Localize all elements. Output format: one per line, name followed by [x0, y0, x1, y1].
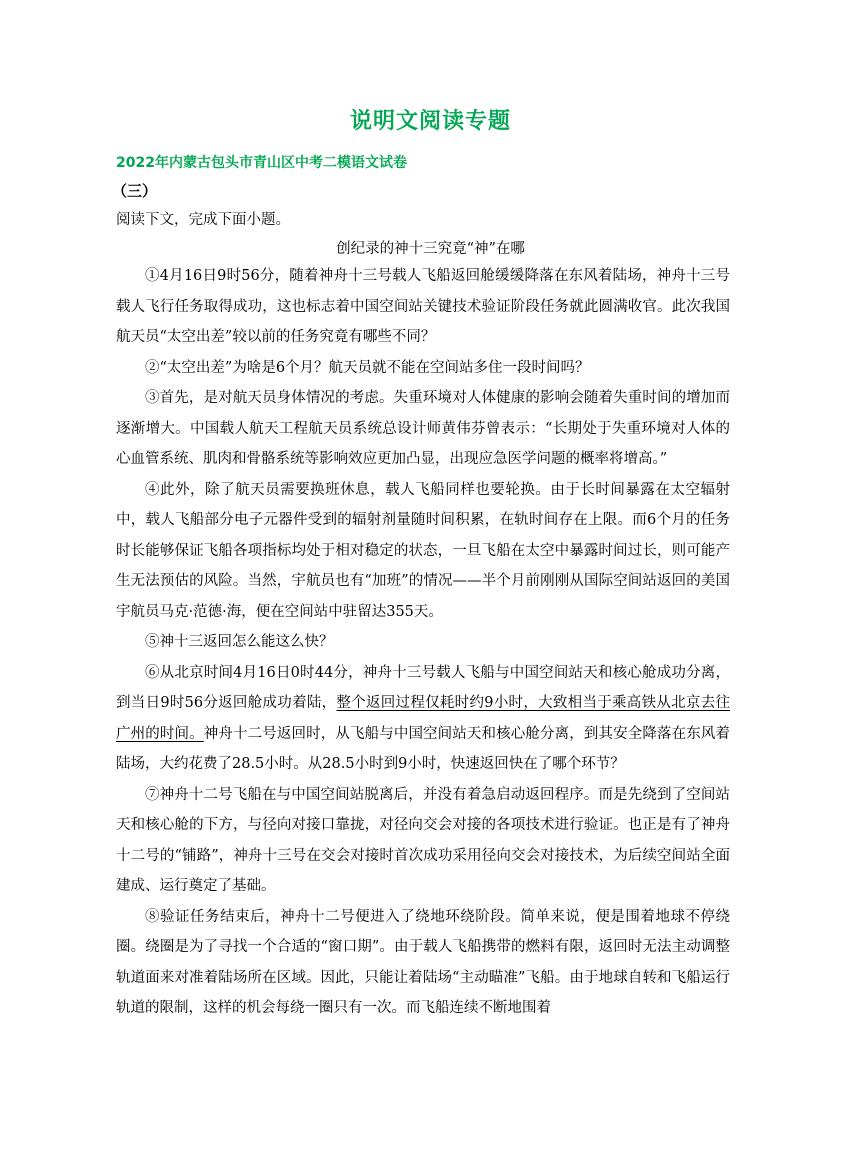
paragraph-4: ④此外，除了航天员需要换班休息，载人飞船同样也要轮换。由于长时间暴露在太空辐射中，载人飞船部分电子元器件受到的辐射剂量随时间积累，在轨时间存在上限。而6个月的任务时长能够保证飞船各项指标均处于相对稳定的状态，一旦飞船在太空中暴露时间过长，则可能产生无法预估的风险。当然，宇航员也有“加班”的情况——半个月前刚刚从国际空间站返回的美国宇航员马克·范德·海，便在空间站中驻留达355天。: [116, 481, 730, 620]
reading-instruction: 阅读下文，完成下面小题。: [116, 212, 290, 228]
paragraph-3: ③首先，是对航天员身体情况的考虑。失重环境对人体健康的影响会随着失重时间的增加而逐渐增大。中国载人航天工程航天员系统总设计师黄伟芬曾表示：“长期处于失重环境对人体的心血管系统、肌肉和骨骼系统等影响效应更加凸显，出现应急医学问题的概率将增高。”: [116, 390, 730, 467]
document-title: 说明文阅读专题: [349, 108, 511, 134]
paragraph-2: ②“太空出差”为啥是6个月？航天员就不能在空间站多住一段时间吗？: [145, 359, 590, 376]
paragraph-1: ①4月16日9时56分，随着神舟十三号载人飞船返回舱缓缓降落在东风着陆场，神舟十三号载人飞行任务取得成功，这也标志着中国空间站关键技术验证阶段任务就此圆满收官。此次我国航天员“太空出差”较以前的任务究竟有哪些不同？: [116, 268, 730, 345]
paragraph-8: ⑧验证任务结束后，神舟十二号便进入了绕地环绕阶段。简单来说，便是围着地球不停绕圈。绕圈是为了寻找一个合适的“窗口期”。由于载人飞船携带的燃料有限，返回时无法主动调整轨道面来对准着陆场所在区域。因此，只能让着陆场“主动瞄准”飞船。由于地球自转和飞船运行轨道的限制，这样的机会每绕一圈只有一次。而飞船连续不断地围着: [116, 908, 730, 1016]
underlined-sentence: 整个返回过程仅耗时约9小时，大致相当于乘高铁从北京去往广州的时间。: [116, 695, 730, 742]
paragraph-7: ⑦神舟十二号飞船在与中国空间站脱离后，并没有着急启动返回程序。而是先绕到了空间站天和核心舱的下方，与径向对接口靠拢，对径向交会对接的各项技术进行验证。也正是有了神舟十二号的“铺路”，神舟十三号在交会对接时首次成功采用径向交会对接技术，为后续空间站全面建成、运行奠定了基础。: [116, 786, 730, 894]
paragraph-6: [116, 658, 730, 780]
passage-body: [116, 261, 730, 1024]
section-number: （三）: [112, 182, 158, 200]
paragraph-5: ⑤神十三返回怎么能这么快？: [145, 634, 334, 650]
passage-title: 创纪录的神十三究竟“神”在哪: [336, 241, 525, 257]
exam-source: 2022年内蒙古包头市青山区中考二模语文试卷: [116, 155, 407, 171]
paragraph-6-start: ⑥从北京时间4月16日0时44分，神舟十三号载人飞船与中国空间站天和核心舱成功分离，到当日9时56分返回舱成功着陆，: [116, 664, 730, 711]
paragraph-6-end: 神舟十二号返回时，从飞船与中国空间站天和核心舱分离，到其安全降落在东风着陆场，大约花费了28.5小时。从28.5小时到9小时，快速返回快在了哪个环节？: [116, 725, 730, 772]
